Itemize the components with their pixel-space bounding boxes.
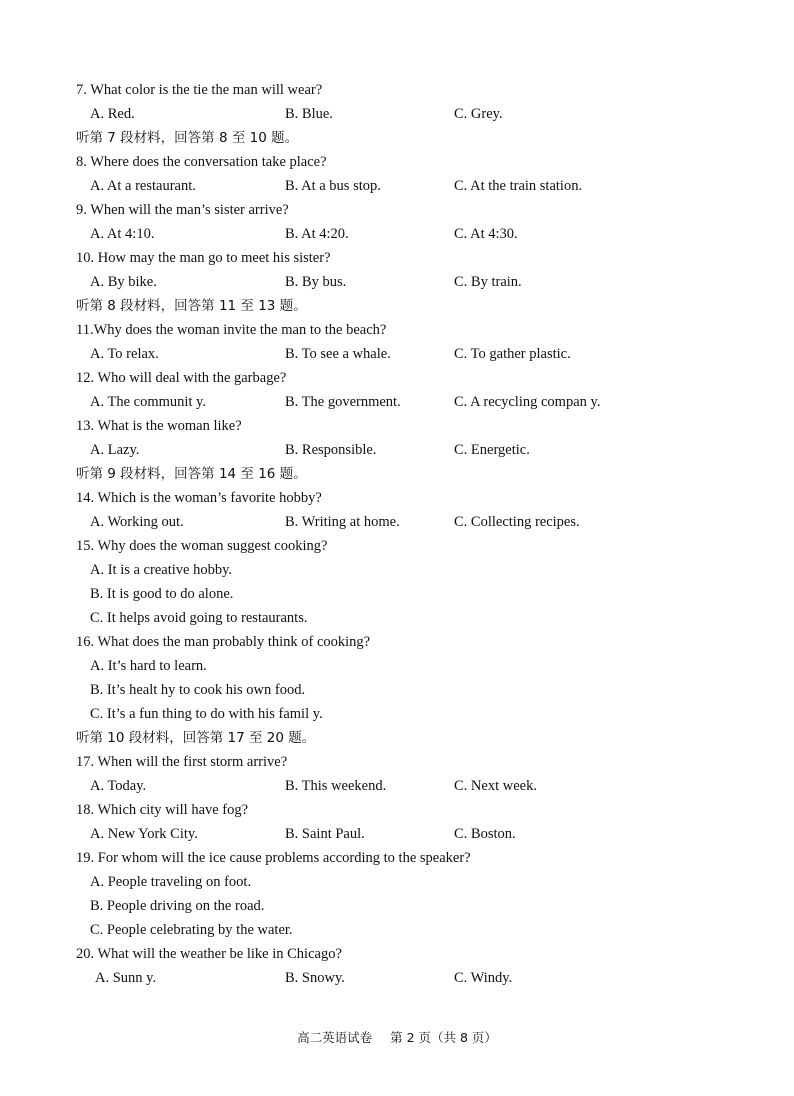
answer-option: C. It’s a fun thing to do with his famil y. — [90, 706, 323, 722]
question-text: 15. Why does the woman suggest cooking? — [76, 538, 328, 554]
question-text: 18. Which city will have fog? — [76, 802, 249, 818]
answer-option-a: A. Today. — [90, 778, 147, 794]
answer-option: C. People celebrating by the water. — [90, 922, 293, 938]
question-text: 7. What color is the tie the man will wear? — [76, 82, 323, 98]
answer-option-c: C. At the train station. — [454, 178, 583, 194]
answer-option-c: C. Energetic. — [454, 442, 530, 458]
answer-option-c: C. Boston. — [454, 826, 516, 842]
answer-option-b: B. Snowy. — [285, 970, 345, 986]
page-footer — [0, 1028, 794, 1048]
answer-option-c: C. To gather plastic. — [454, 346, 571, 362]
section-instruction: 听第 10 段材料，回答第 17 至 20 题。 — [76, 730, 316, 746]
answer-option-b: B. The government. — [285, 394, 401, 410]
answer-option-c: C. A recycling compan y. — [454, 394, 601, 410]
answer-option-a: A. At a restaurant. — [90, 178, 196, 194]
answer-option: B. It is good to do alone. — [90, 586, 234, 602]
section-instruction: 听第 8 段材料，回答第 11 至 13 题。 — [76, 298, 307, 314]
question-text: 8. Where does the conversation take place? — [76, 154, 327, 170]
answer-option-c: C. At 4:30. — [454, 226, 518, 242]
answer-option: A. It’s hard to learn. — [90, 658, 207, 674]
footer-exam-title: 高二英语试卷 — [297, 1030, 373, 1045]
answer-option-b: B. Saint Paul. — [285, 826, 365, 842]
question-text: 17. When will the first storm arrive? — [76, 754, 288, 770]
question-text: 9. When will the man’s sister arrive? — [76, 202, 289, 218]
answer-option-a: A. At 4:10. — [90, 226, 155, 242]
answer-option: A. People traveling on foot. — [90, 874, 252, 890]
answer-option-b: B. At a bus stop. — [285, 178, 381, 194]
answer-option-a: A. Sunn y. — [95, 970, 157, 986]
answer-option-b: B. By bus. — [285, 274, 347, 290]
section-instruction: 听第 9 段材料，回答第 14 至 16 题。 — [76, 466, 307, 482]
answer-option-a: A. Red. — [90, 106, 135, 122]
section-instruction: 听第 7 段材料，回答第 8 至 10 题。 — [76, 130, 299, 146]
question-text: 20. What will the weather be like in Chicago? — [76, 946, 342, 962]
answer-option-a: A. Working out. — [90, 514, 184, 530]
question-text: 10. How may the man go to meet his sister? — [76, 250, 331, 266]
answer-option-c: C. Next week. — [454, 778, 537, 794]
footer-page-number: 第 2 页（共 8 页） — [390, 1030, 497, 1045]
answer-option: C. It helps avoid going to restaurants. — [90, 610, 308, 626]
question-text: 12. Who will deal with the garbage? — [76, 370, 287, 386]
answer-option: A. It is a creative hobby. — [90, 562, 232, 578]
answer-option: B. It’s healt hy to cook his own food. — [90, 682, 306, 698]
answer-option-a: A. The communit y. — [90, 394, 206, 410]
answer-option-b: B. At 4:20. — [285, 226, 349, 242]
answer-option-b: B. Responsible. — [285, 442, 377, 458]
answer-option-a: A. New York City. — [90, 826, 198, 842]
answer-option-c: C. Collecting recipes. — [454, 514, 580, 530]
answer-option-c: C. By train. — [454, 274, 522, 290]
question-text: 11.Why does the woman invite the man to the beach? — [76, 322, 387, 338]
answer-option-b: B. To see a whale. — [285, 346, 391, 362]
answer-option-b: B. Writing at home. — [285, 514, 400, 530]
answer-option-b: B. Blue. — [285, 106, 333, 122]
question-text: 14. Which is the woman’s favorite hobby? — [76, 490, 322, 506]
question-text: 19. For whom will the ice cause problems according to the speaker? — [76, 850, 471, 866]
answer-option-a: A. To relax. — [90, 346, 159, 362]
answer-option-b: B. This weekend. — [285, 778, 387, 794]
answer-option-a: A. Lazy. — [90, 442, 140, 458]
answer-option-c: C. Grey. — [454, 106, 503, 122]
answer-option: B. People driving on the road. — [90, 898, 265, 914]
answer-option-a: A. By bike. — [90, 274, 157, 290]
answer-option-c: C. Windy. — [454, 970, 513, 986]
question-text: 13. What is the woman like? — [76, 418, 242, 434]
question-text: 16. What does the man probably think of cooking? — [76, 634, 371, 650]
